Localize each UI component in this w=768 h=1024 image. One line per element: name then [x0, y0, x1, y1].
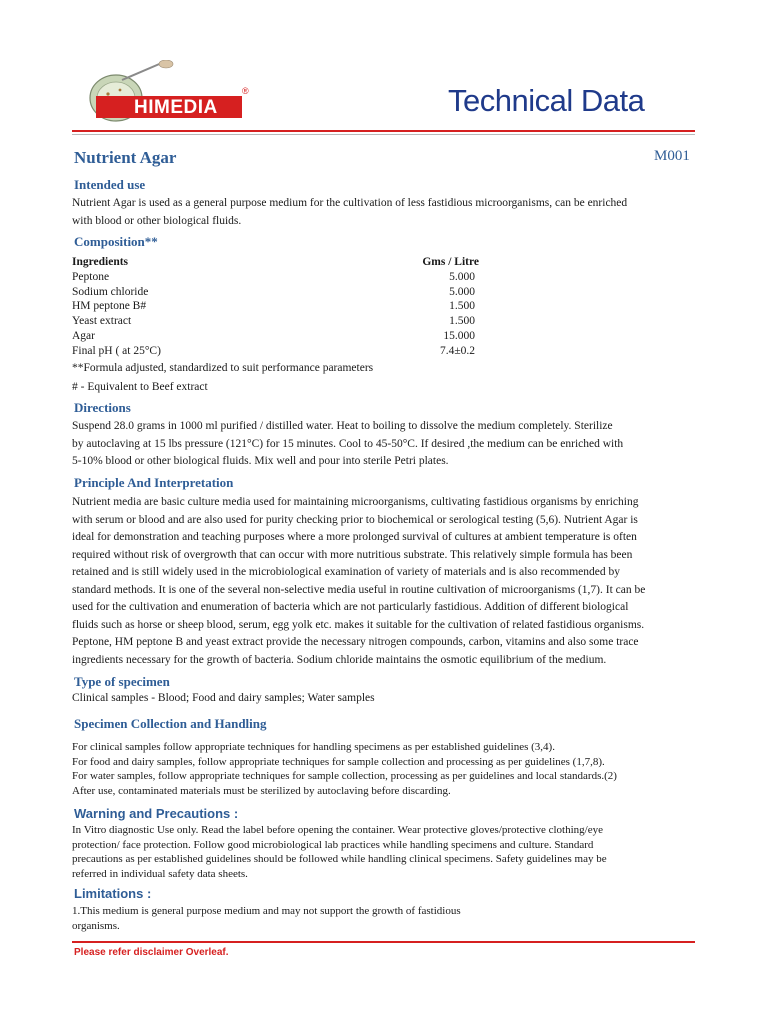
collection-heading: Specimen Collection and Handling	[74, 716, 267, 731]
limitations-text: 1.This medium is general purpose medium and may not support the growth of fastidious organisms.	[72, 905, 461, 932]
product-name: Nutrient Agar	[74, 148, 177, 167]
header-divider	[72, 130, 695, 132]
principle-heading: Principle And Interpretation	[74, 475, 234, 490]
table-row: Sodium chloride 5.000	[72, 285, 475, 298]
himedia-logo	[78, 60, 258, 132]
table-row: Final pH ( at 25°C) 7.4±0.2	[72, 344, 475, 357]
composition-notes	[72, 360, 572, 396]
directions-text: Suspend 28.0 grams in 1000 ml purified / distilled water. Heat to boiling to dissolve the medium completely. Sterilize by autoclaving at 15 lbs pressure (121°C) for 15 minutes. Cool to 45-50°C. If desired ,the medium can be enriched with 5-10% blood or other biological fluids. Mix well and pour into sterile Petri plates.	[72, 420, 624, 467]
limitations-heading: Limitations :	[74, 886, 152, 901]
equivalent-note: # - Equivalent to Beef extract	[72, 380, 208, 393]
petri-dish-logo-art	[78, 60, 258, 132]
warning-heading: Warning and Precautions :	[74, 806, 239, 821]
composition-table	[72, 255, 482, 359]
intended-use-text: Nutrient Agar is used as a general purpose medium for the cultivation of less fastidious microorganisms, can be enriched with blood or other biological fluids.	[72, 197, 628, 227]
directions-heading: Directions	[74, 400, 131, 415]
specimen-type-heading: Type of specimen	[74, 674, 170, 689]
document-title: Technical Data	[448, 83, 645, 118]
table-row: Yeast extract 1.500	[72, 315, 475, 328]
collection-text: For clinical samples follow appropriate techniques for handling specimens as per established guidelines (3,4). For food and dairy samples, follow appropriate techniques for sample collection and processing as per guidelines (1,7,8). For water samples, follow appropriate techniques for sample collection, processing as per guidelines and local standards.(2) After use, contaminated materials must be sterilized by autoclaving before discarding.	[72, 741, 617, 798]
specimen-type-text: Clinical samples - Blood; Food and dairy samples; Water samples	[72, 692, 375, 704]
brand-name: HIMEDIA	[134, 97, 218, 118]
principle-text: Nutrient media are basic culture media used for maintaining microorganisms, cultivating fastidious organisms by enriching with serum or blood and are also used for purity checking prior to biochemical or serological testing (5,6). Nutrient Agar is ideal for demonstration and teaching purposes where a more prolonged survival of cultures at ambient temperature is often required without risk of overgrowth that can occur with more nutritious substrate. This relatively simple formula has been retained and is still widely used in the microbiological examination of variety of materials and is also recommended by standard methods. It is one of the several non-selective media useful in routine cultivation of microorganisms (1,7). It can be used for the cultivation and enumeration of bacteria which are not particularly fastidious. Addition of different biological fluids such as horse or sheep blood, serum, egg yolk etc. makes it suitable for the cultivation of related fastidious organisms. Peptone, HM peptone B and yeast extract provide the necessary nitrogen compounds, carbon, vitamins and also some trace ingredients necessary for the growth of bacteria. Sodium chloride maintains the osmotic equilibrium of the medium.	[72, 496, 646, 666]
table-row: HM peptone B# 1.500	[72, 300, 475, 313]
product-code: M001	[654, 148, 690, 164]
composition-header-row: Ingredients Gms / Litre	[72, 256, 479, 268]
formula-note: **Formula adjusted, standardized to suit performance parameters	[72, 362, 374, 374]
composition-heading: Composition**	[74, 234, 158, 249]
table-row: Peptone 5.000	[72, 270, 475, 283]
intended-use-heading: Intended use	[74, 177, 146, 192]
footer-divider	[72, 941, 695, 943]
table-row: Agar 15.000	[72, 329, 475, 342]
header-divider-secondary	[72, 134, 695, 135]
disclaimer-text: Please refer disclaimer Overleaf.	[74, 947, 229, 958]
registered-mark: ®	[242, 86, 249, 96]
warning-text: In Vitro diagnostic Use only. Read the label before opening the container. Wear protective gloves/protective clothing/eye protection/ face protection. Follow good microbiological lab practices while handling specimens and culture. Standard precautions as per established guidelines should be followed while handling clinical specimens. Safety guidelines may be referred in individual safety data sheets.	[72, 824, 607, 881]
